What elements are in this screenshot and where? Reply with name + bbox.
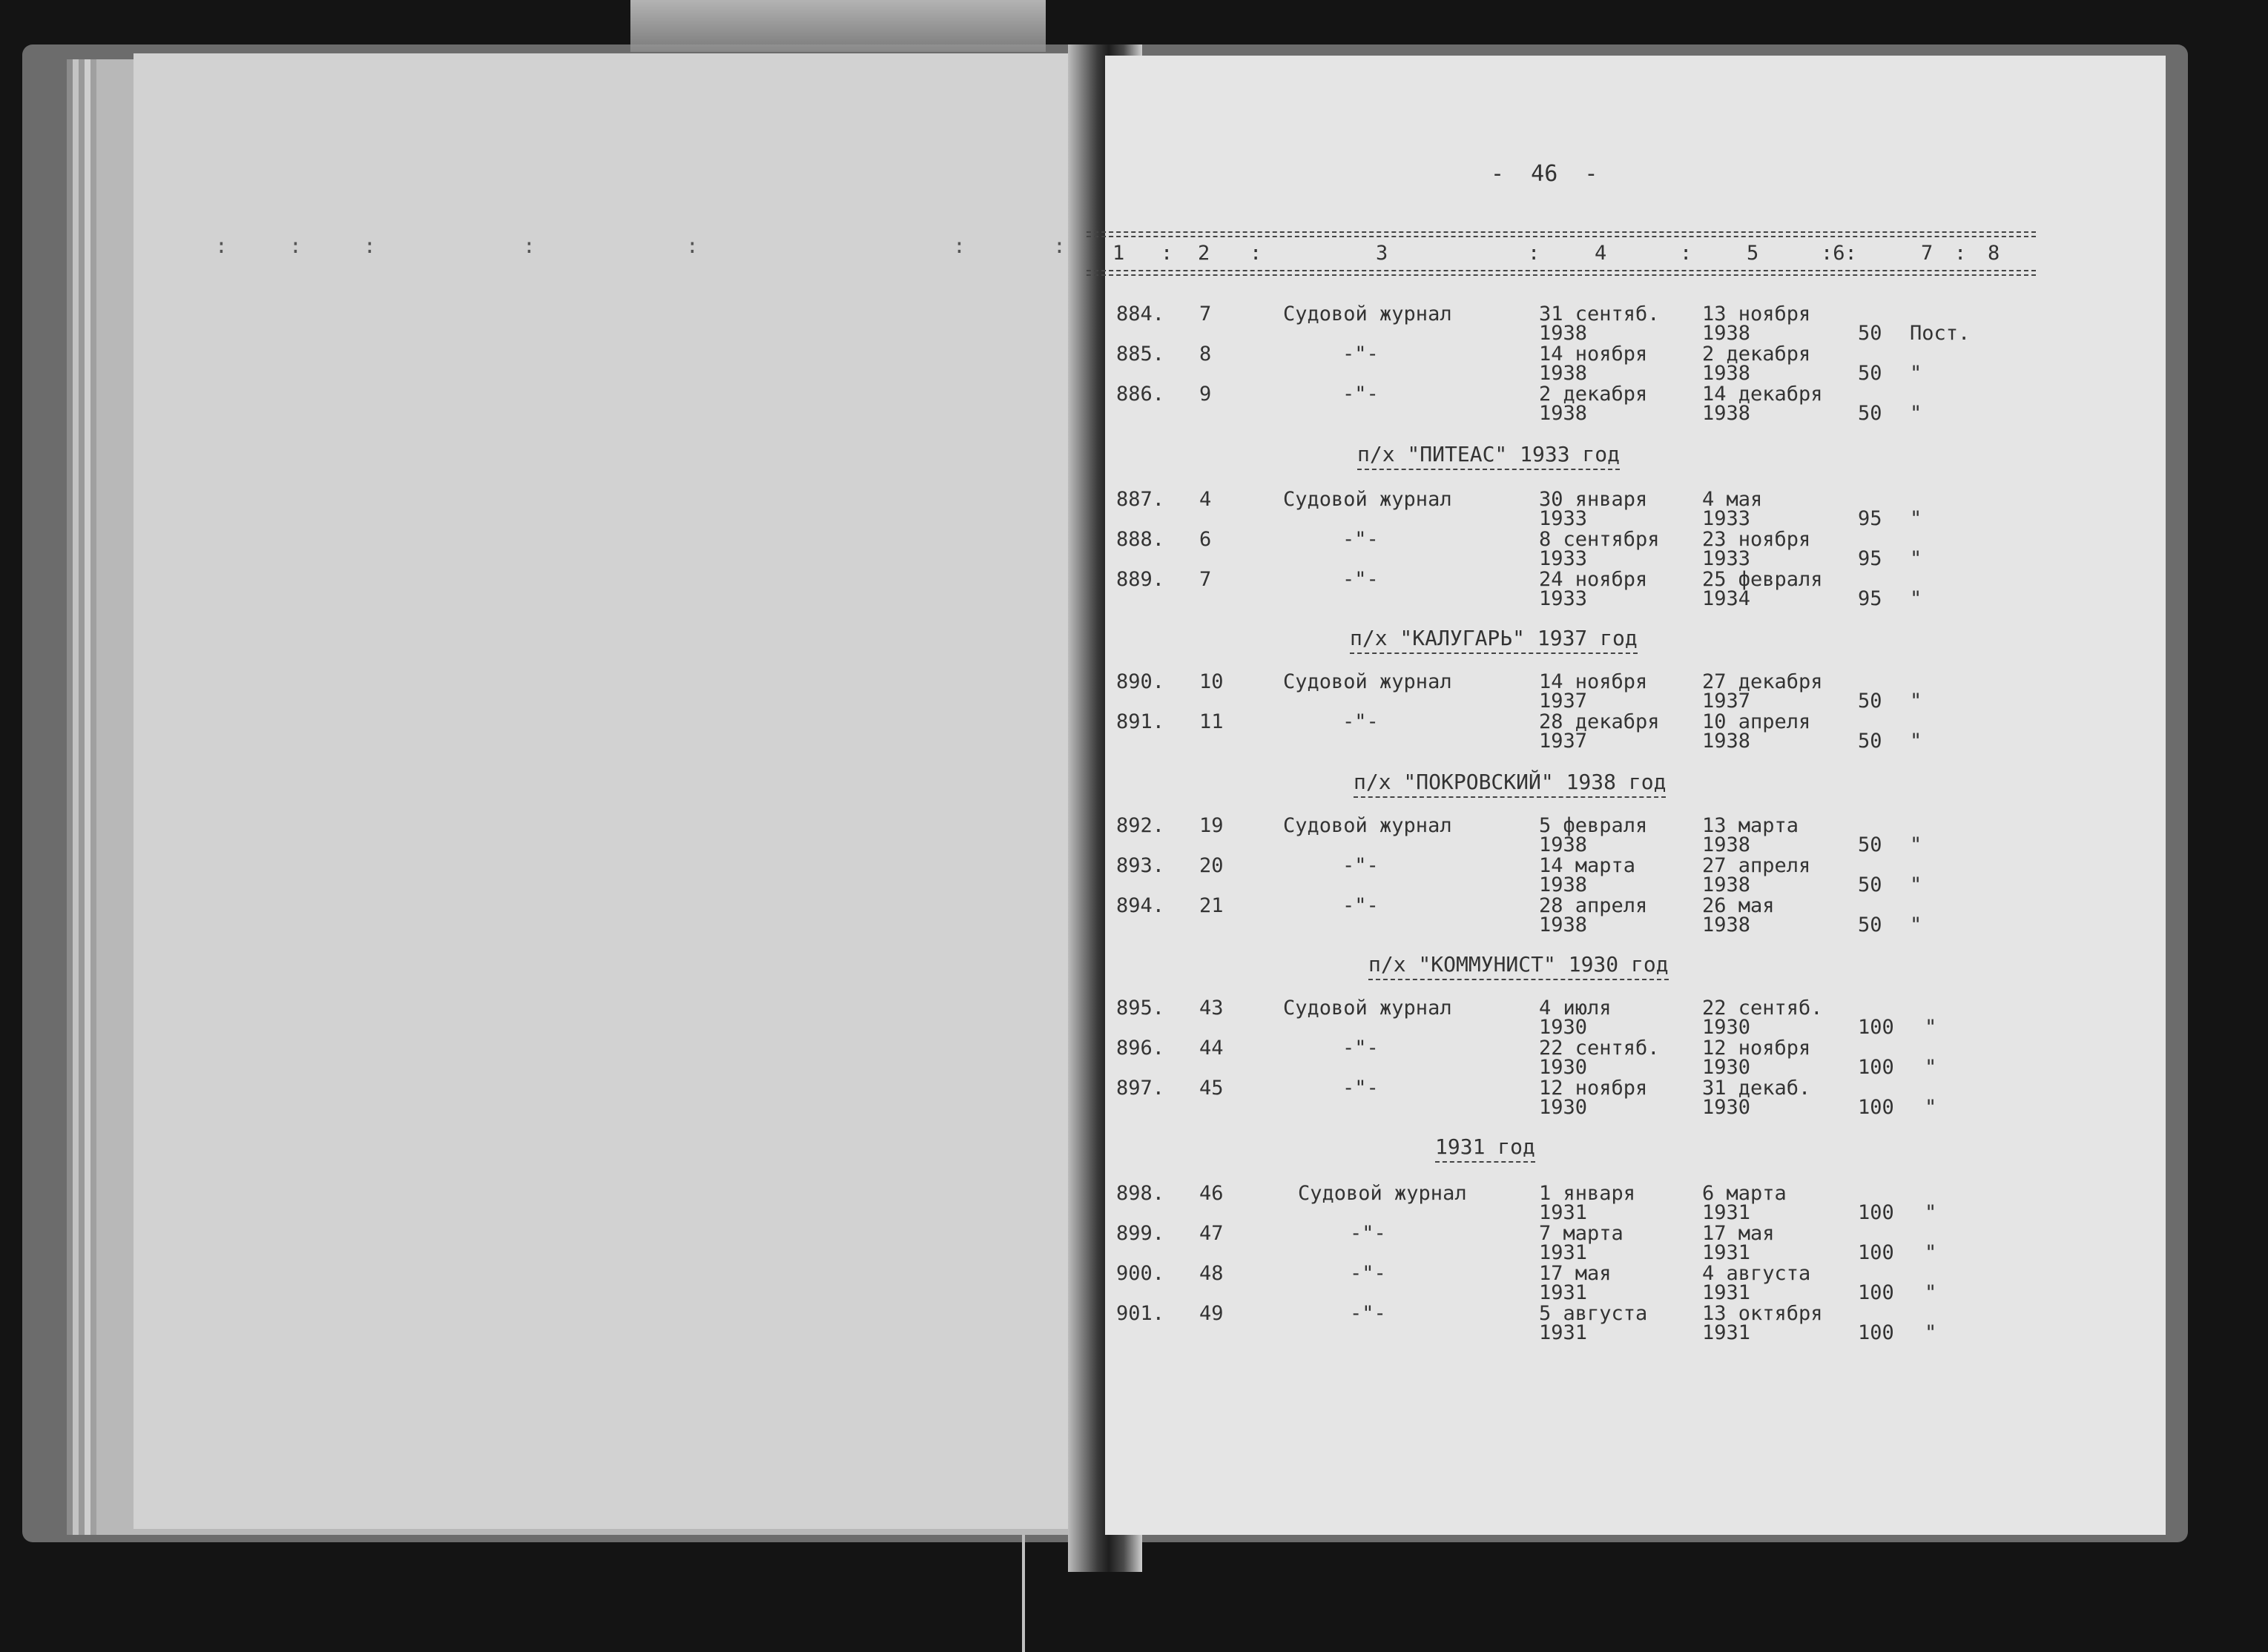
item-number: 19 (1199, 814, 1224, 837)
end-year: 1938 (1702, 913, 1751, 936)
start-date: 1 января (1539, 1182, 1636, 1205)
entry-number: 901. (1116, 1302, 1165, 1325)
entry-number: 889. (1116, 568, 1165, 591)
end-year: 1931 (1702, 1321, 1751, 1344)
left-mark: : (686, 234, 699, 258)
end-date: 17 мая (1702, 1222, 1775, 1245)
left-mark: : (363, 234, 376, 258)
header-rule-top (1087, 231, 2036, 233)
start-year: 1937 (1539, 690, 1588, 713)
entry-title: -"- (1350, 1222, 1386, 1245)
storage-term: " (1910, 507, 1922, 530)
register-entry (1116, 1183, 2051, 1222)
register-entry (1116, 1263, 2051, 1302)
end-date: 10 апреля (1702, 710, 1811, 733)
entry-number: 900. (1116, 1262, 1165, 1285)
storage-term: " (1910, 402, 1922, 425)
start-date: 8 сентября (1539, 528, 1660, 551)
item-number: 46 (1199, 1182, 1224, 1205)
header-rule-bottom (1087, 270, 2036, 271)
start-date: 30 января (1539, 488, 1648, 511)
start-date: 24 ноября (1539, 568, 1648, 591)
register-entry (1116, 489, 2051, 528)
end-date: 4 августа (1702, 1262, 1811, 1285)
end-date: 13 ноября (1702, 303, 1811, 326)
start-date: 28 декабря (1539, 710, 1660, 733)
register-entry (1116, 304, 2051, 343)
item-number: 44 (1199, 1037, 1224, 1060)
end-year: 1930 (1702, 1016, 1751, 1039)
entry-number: 894. (1116, 894, 1165, 917)
tape-strip (630, 0, 1046, 52)
sheet-count: 95 (1858, 547, 1882, 570)
start-year: 1938 (1539, 913, 1588, 936)
entry-number: 891. (1116, 710, 1165, 733)
start-date: 5 августа (1539, 1302, 1648, 1325)
item-number: 9 (1199, 383, 1212, 406)
register-entry (1116, 896, 2051, 934)
section-heading: п/х "КОММУНИСТ" 1930 год (1368, 954, 1669, 980)
register-entry (1116, 344, 2051, 383)
sheet-count: 100 (1858, 1056, 1894, 1079)
entry-title: -"- (1350, 1262, 1386, 1285)
left-mark: : (523, 234, 535, 258)
entry-title: Судовой журнал (1283, 997, 1452, 1020)
end-date: 22 сентяб. (1702, 997, 1823, 1020)
sheet-count: 50 (1858, 690, 1882, 713)
start-year: 1933 (1539, 547, 1588, 570)
end-year: 1930 (1702, 1096, 1751, 1119)
item-number: 11 (1199, 710, 1224, 733)
entry-number: 893. (1116, 854, 1165, 877)
start-date: 14 ноября (1539, 670, 1648, 693)
start-date: 12 ноября (1539, 1077, 1648, 1100)
entry-title: -"- (1350, 1302, 1386, 1325)
end-year: 1938 (1702, 362, 1751, 385)
binding-thread (1022, 1535, 1025, 1652)
start-date: 28 апреля (1539, 894, 1648, 917)
start-year: 1933 (1539, 587, 1588, 610)
entry-title: Судовой журнал (1283, 670, 1452, 693)
storage-term: " (1925, 1201, 1937, 1224)
register-entry (1116, 816, 2051, 854)
register-entry (1116, 529, 2051, 568)
entry-title: Судовой журнал (1283, 303, 1452, 326)
register-entry (1116, 1223, 2051, 1262)
storage-term: " (1910, 833, 1922, 856)
entry-title: -"- (1342, 1037, 1379, 1060)
storage-term: Пост. (1910, 322, 1971, 345)
start-year: 1938 (1539, 402, 1588, 425)
start-year: 1931 (1539, 1321, 1588, 1344)
end-date: 23 ноября (1702, 528, 1811, 551)
item-number: 43 (1199, 997, 1224, 1020)
storage-term: " (1910, 587, 1922, 610)
section-heading: п/х "ПОКРОВСКИЙ" 1938 год (1354, 771, 1666, 798)
left-mark: : (289, 234, 302, 258)
header-col-1: 1 (1112, 242, 1125, 265)
entry-title: -"- (1342, 383, 1379, 406)
register-entry (1116, 670, 2051, 713)
sheet-count: 100 (1858, 1281, 1894, 1304)
left-mark: : (215, 234, 228, 258)
end-year: 1931 (1702, 1281, 1751, 1304)
start-year: 1930 (1539, 1056, 1588, 1079)
storage-term: " (1925, 1241, 1937, 1264)
entry-number: 890. (1116, 670, 1165, 693)
header-rule-bottom-2 (1087, 274, 2036, 276)
item-number: 7 (1199, 303, 1212, 326)
item-number: 6 (1199, 528, 1212, 551)
sheet-count: 100 (1858, 1016, 1894, 1039)
entry-number: 897. (1116, 1077, 1165, 1100)
header-col-4: 4 (1595, 242, 1607, 265)
start-year: 1931 (1539, 1241, 1588, 1264)
storage-term: " (1910, 873, 1922, 896)
start-year: 1938 (1539, 322, 1588, 345)
entry-title: -"- (1342, 343, 1379, 366)
header-col-8: 8 (1988, 242, 2000, 265)
header-sep: : (1250, 242, 1262, 265)
item-number: 20 (1199, 854, 1224, 877)
left-mark: : (1053, 234, 1066, 258)
item-number: 10 (1199, 670, 1224, 693)
sheet-count: 100 (1858, 1241, 1894, 1264)
item-number: 45 (1199, 1077, 1224, 1100)
end-date: 4 мая (1702, 488, 1763, 511)
entry-title: Судовой журнал (1283, 814, 1452, 837)
end-year: 1938 (1702, 402, 1751, 425)
section-heading: п/х "КАЛУГАРЬ" 1937 год (1350, 627, 1638, 654)
sheet-count: 95 (1858, 587, 1882, 610)
register-entry (1116, 1304, 2051, 1342)
start-year: 1938 (1539, 873, 1588, 896)
register-entry (1116, 569, 2051, 608)
end-date: 13 марта (1702, 814, 1799, 837)
register-entry (1116, 384, 2051, 423)
header-rule-top-2 (1087, 236, 2036, 237)
storage-term: " (1910, 690, 1922, 713)
start-year: 1931 (1539, 1281, 1588, 1304)
start-year: 1931 (1539, 1201, 1588, 1224)
end-year: 1931 (1702, 1241, 1751, 1264)
entry-number: 887. (1116, 488, 1165, 511)
entry-title: -"- (1342, 568, 1379, 591)
item-number: 49 (1199, 1302, 1224, 1325)
entry-number: 892. (1116, 814, 1165, 837)
end-date: 6 марта (1702, 1182, 1787, 1205)
start-date: 4 июля (1539, 997, 1612, 1020)
storage-term: " (1925, 1056, 1937, 1079)
entry-title: -"- (1342, 894, 1379, 917)
sheet-count: 100 (1858, 1201, 1894, 1224)
entry-title: -"- (1342, 854, 1379, 877)
item-number: 4 (1199, 488, 1212, 511)
section-heading: п/х "ПИТЕАС" 1933 год (1357, 443, 1620, 470)
entry-number: 888. (1116, 528, 1165, 551)
entry-title: -"- (1342, 710, 1379, 733)
entry-title: -"- (1342, 528, 1379, 551)
entry-number: 884. (1116, 303, 1165, 326)
start-year: 1930 (1539, 1016, 1588, 1039)
sheet-count: 50 (1858, 362, 1882, 385)
end-year: 1938 (1702, 833, 1751, 856)
header-col-5: 5 (1747, 242, 1759, 265)
item-number: 8 (1199, 343, 1212, 366)
entry-title: Судовой журнал (1298, 1182, 1467, 1205)
header-sep: : (1528, 242, 1540, 265)
start-year: 1938 (1539, 833, 1588, 856)
left-mark: : (953, 234, 966, 258)
end-year: 1937 (1702, 690, 1751, 713)
section-heading: 1931 год (1435, 1136, 1535, 1163)
entry-number: 896. (1116, 1037, 1165, 1060)
register-entry (1116, 856, 2051, 894)
entry-number: 886. (1116, 383, 1165, 406)
end-date: 27 декабря (1702, 670, 1823, 693)
header-col-7: 7 (1921, 242, 1934, 265)
header-col-2: 2 (1198, 242, 1210, 265)
end-date: 13 октября (1702, 1302, 1823, 1325)
end-year: 1930 (1702, 1056, 1751, 1079)
end-year: 1938 (1702, 873, 1751, 896)
storage-term: " (1925, 1321, 1937, 1344)
register-entry (1116, 1078, 2051, 1117)
end-year: 1938 (1702, 730, 1751, 753)
end-date: 2 декабря (1702, 343, 1811, 366)
register-entry (1116, 710, 2051, 753)
header-sep: : (1954, 242, 1967, 265)
header-col-6: :6: (1821, 242, 1857, 265)
left-page (133, 53, 1087, 1529)
end-year: 1933 (1702, 507, 1751, 530)
item-number: 7 (1199, 568, 1212, 591)
start-date: 7 марта (1539, 1222, 1623, 1245)
storage-term: " (1925, 1096, 1937, 1119)
sheet-count: 50 (1858, 913, 1882, 936)
start-date: 14 марта (1539, 854, 1636, 877)
storage-term: " (1925, 1016, 1937, 1039)
sheet-count: 95 (1858, 507, 1882, 530)
end-year: 1938 (1702, 322, 1751, 345)
page-number: - 46 - (1491, 161, 1598, 187)
start-date: 31 сентяб. (1539, 303, 1660, 326)
end-date: 12 ноября (1702, 1037, 1811, 1060)
register-entry (1116, 1038, 2051, 1077)
sheet-count: 50 (1858, 730, 1882, 753)
item-number: 21 (1199, 894, 1224, 917)
start-date: 22 сентяб. (1539, 1037, 1660, 1060)
entry-number: 885. (1116, 343, 1165, 366)
storage-term: " (1925, 1281, 1937, 1304)
start-year: 1930 (1539, 1096, 1588, 1119)
item-number: 48 (1199, 1262, 1224, 1285)
sheet-count: 50 (1858, 402, 1882, 425)
sheet-count: 100 (1858, 1321, 1894, 1344)
start-date: 2 декабря (1539, 383, 1648, 406)
end-year: 1933 (1702, 547, 1751, 570)
start-year: 1933 (1539, 507, 1588, 530)
start-date: 14 ноября (1539, 343, 1648, 366)
sheet-count: 100 (1858, 1096, 1894, 1119)
sheet-count: 50 (1858, 322, 1882, 345)
header-sep: : (1161, 242, 1173, 265)
header-col-3: 3 (1376, 242, 1388, 265)
entry-number: 898. (1116, 1182, 1165, 1205)
entry-title: -"- (1342, 1077, 1379, 1100)
end-date: 26 мая (1702, 894, 1775, 917)
storage-term: " (1910, 730, 1922, 753)
sheet-count: 50 (1858, 833, 1882, 856)
storage-term: " (1910, 913, 1922, 936)
end-date: 25 февраля (1702, 568, 1823, 591)
entry-title: Судовой журнал (1283, 488, 1452, 511)
header-sep: : (1680, 242, 1692, 265)
register-entry (1116, 998, 2051, 1037)
end-date: 27 апреля (1702, 854, 1811, 877)
item-number: 47 (1199, 1222, 1224, 1245)
storage-term: " (1910, 547, 1922, 570)
start-year: 1937 (1539, 730, 1588, 753)
sheet-count: 50 (1858, 873, 1882, 896)
end-year: 1934 (1702, 587, 1751, 610)
end-date: 14 декабря (1702, 383, 1823, 406)
end-date: 31 декаб. (1702, 1077, 1811, 1100)
start-date: 17 мая (1539, 1262, 1612, 1285)
entry-number: 899. (1116, 1222, 1165, 1245)
end-year: 1931 (1702, 1201, 1751, 1224)
start-year: 1938 (1539, 362, 1588, 385)
storage-term: " (1910, 362, 1922, 385)
entry-number: 895. (1116, 997, 1165, 1020)
start-date: 5 февраля (1539, 814, 1648, 837)
